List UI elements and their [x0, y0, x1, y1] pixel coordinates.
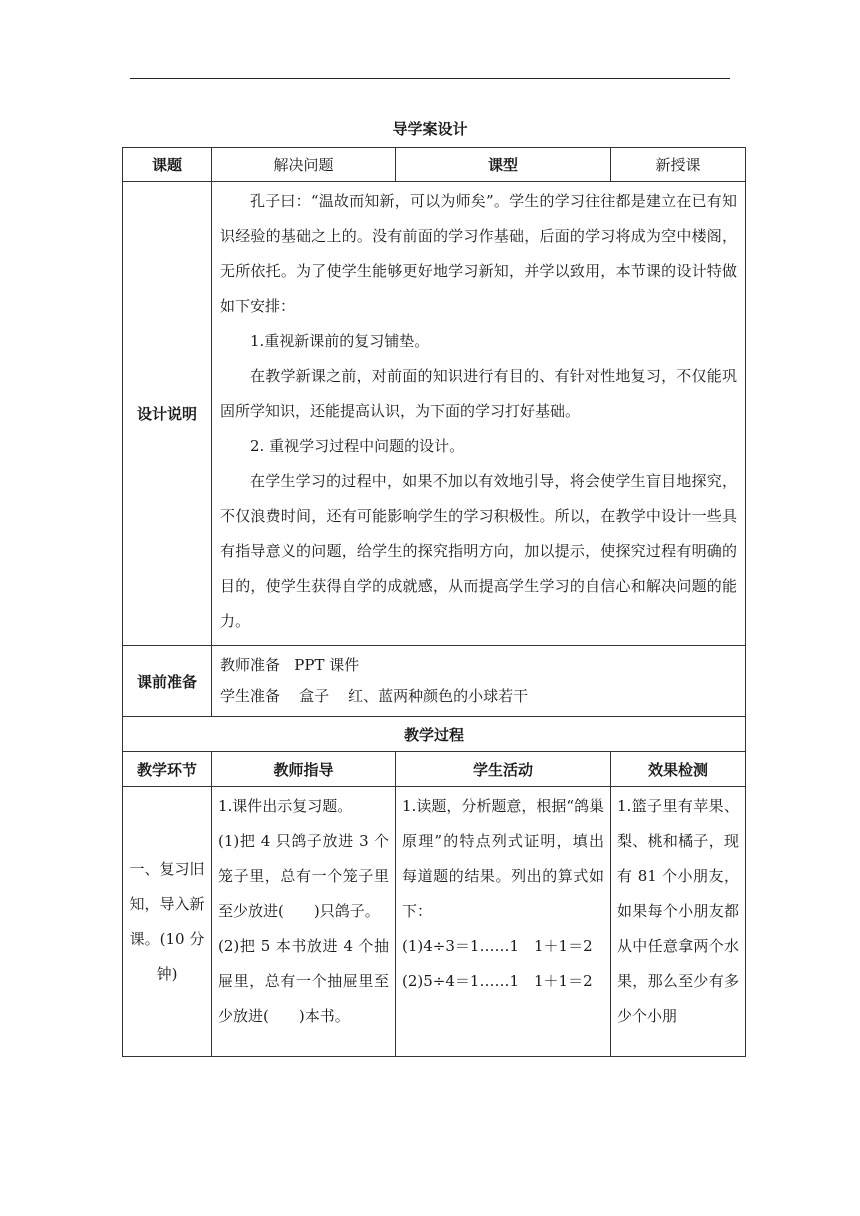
- preparation-label: 课前准备: [123, 646, 212, 717]
- effect-check-cell: [611, 787, 746, 1057]
- process-title: 教学过程: [123, 717, 746, 752]
- design-paragraph: 在学生学习的过程中，如果不加以有效地引导，将会使学生盲目地探究，不仅浪费时间，还有可能影响学生的学习积极性。所以，在教学中设计一些具有指导意义的问题，给学生的探究指明方向，加以提示，使探究过程有明确的目的，使学生获得自学的成就感，从而提高学生学习的自信心和解决问题的能力。: [220, 472, 737, 630]
- student-activity-line: 1.读题，分析题意，根据“鸽巢原理”的特点列式证明，填出每道题的结果。列出的算式如下：: [402, 797, 604, 920]
- table-row: [123, 787, 746, 1057]
- column-header-student: 学生活动: [396, 752, 611, 787]
- type-label: 课型: [396, 148, 611, 182]
- teacher-guidance-line: 1.课件出示复习题。: [218, 797, 353, 815]
- teacher-preparation: 教师准备 PPT 课件: [220, 656, 360, 674]
- topic-label: 课题: [123, 148, 212, 182]
- design-label: 设计说明: [123, 182, 212, 646]
- preparation-content: [212, 646, 746, 717]
- design-content: [212, 182, 746, 646]
- student-activity-cell: [396, 787, 611, 1057]
- topic-value: 解决问题: [212, 148, 396, 182]
- design-paragraph: 1.重视新课前的复习铺垫。: [250, 332, 430, 350]
- effect-check-text: 1.篮子里有苹果、梨、桃和橘子，现有 81 个小朋友，如果每个小朋友都从中任意拿两个水果，那么至少有多少个小朋: [617, 797, 739, 1025]
- process-title-row: [123, 717, 746, 752]
- header-row: [123, 148, 746, 182]
- teacher-guidance-cell: [212, 787, 396, 1057]
- column-header-row: [123, 752, 746, 787]
- teacher-guidance-line: (2)把 5 本书放进 4 个抽屉里，总有一个抽屉里至少放进( )本书。: [218, 937, 389, 1025]
- stage-cell: 一、复习旧知，导入新课。(10 分钟): [123, 787, 212, 1057]
- column-header-teacher: 教师指导: [212, 752, 396, 787]
- design-paragraph: 2. 重视学习过程中问题的设计。: [250, 437, 465, 455]
- student-preparation: 学生准备 盒子 红、蓝两种颜色的小球若干: [220, 687, 529, 705]
- type-value: 新授课: [611, 148, 746, 182]
- preparation-row: [123, 646, 746, 717]
- teacher-guidance-line: (1)把 4 只鸽子放进 3 个笼子里，总有一个笼子里至少放进( )只鸽子。: [218, 832, 389, 920]
- student-activity-line: (1)4÷3＝1……1 1＋1＝2: [402, 937, 593, 955]
- page-title: 导学案设计: [392, 120, 468, 138]
- header-rule: [130, 78, 730, 79]
- design-paragraph: 在教学新课之前，对前面的知识进行有目的、有针对性地复习，不仅能巩固所学知识，还能提高认识，为下面的学习打好基础。: [220, 367, 737, 420]
- design-paragraph: 孔子曰：“温故而知新，可以为师矣”。学生的学习往往都是建立在已有知识经验的基础之上的。没有前面的学习作基础，后面的学习将成为空中楼阁，无所依托。为了使学生能够更好地学习新知，并学以致用，本节课的设计特做如下安排：: [220, 192, 737, 315]
- student-activity-line: (2)5÷4＝1……1 1＋1＝2: [402, 972, 593, 990]
- column-header-check: 效果检测: [611, 752, 746, 787]
- column-header-stage: 教学环节: [123, 752, 212, 787]
- lesson-plan-table: [122, 147, 746, 1057]
- design-row: [123, 182, 746, 646]
